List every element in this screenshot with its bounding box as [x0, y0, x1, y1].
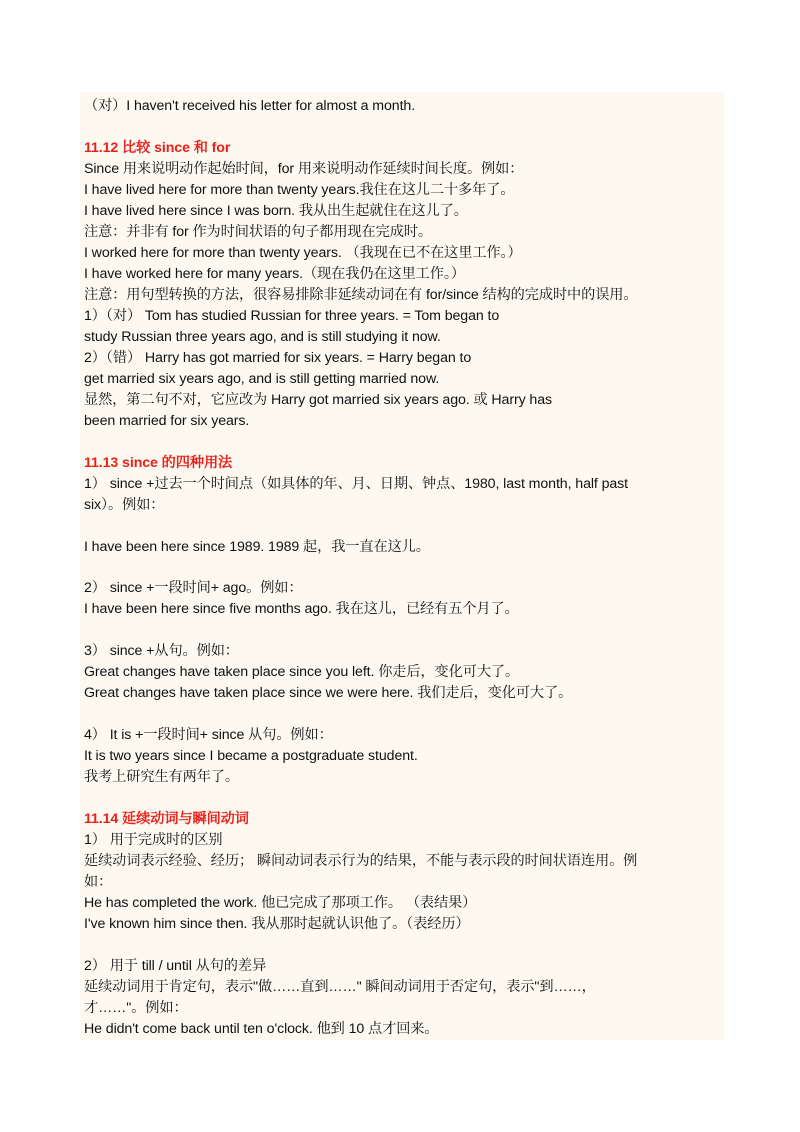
text-line: 1） 用于完成时的区别	[84, 832, 223, 848]
text-line: 注意：并非有 for 作为时间状语的句子都用现在完成时。	[84, 224, 432, 240]
text-line: 1） since +过去一个时间点（如具体的年、月、日期、钟点、1980, last month, half past	[84, 476, 629, 492]
text-line: Great changes have taken place since you left. 你走后，变化可大了。	[84, 664, 520, 680]
text-line: I have been here since five months ago. 我在这儿，已经有五个月了。	[84, 601, 519, 617]
text-line: 1）（对） Tom has studied Russian for three years. = Tom began to	[84, 308, 500, 324]
text-line: 2）（错） Harry has got married for six years. = Harry began to	[84, 350, 472, 366]
section-heading-11-14: 11.14 延续动词与瞬间动词	[84, 811, 249, 827]
text-line: 延续动词用于肯定句，表示"做……直到……" 瞬间动词用于否定句，表示"到……，	[84, 979, 596, 995]
section-heading-11-13: 11.13 since 的四种用法	[84, 455, 233, 471]
text-line: It is two years since I became a postgraduate student.	[84, 748, 418, 764]
text-line: I have been here since 1989. 1989 起，我一直在这儿。	[84, 539, 430, 555]
section-heading-11-12: 11.12 比较 since 和 for	[84, 140, 231, 156]
text-line: 显然，第二句不对，它应改为 Harry got married six years ago. 或 Harry has	[84, 392, 552, 408]
text-line: been married for six years.	[84, 413, 250, 429]
text-line: （对）I haven't received his letter for almost a month.	[84, 98, 416, 114]
text-line: He didn't come back until ten o'clock. 他到 10 点才回来。	[84, 1021, 439, 1037]
text-line: I have lived here since I was born. 我从出生起就住在这儿了。	[84, 203, 468, 219]
text-line: 4） It is +一段时间+ since 从句。例如：	[84, 727, 333, 743]
text-line: 如：	[84, 874, 113, 890]
text-line: I have lived here for more than twenty years.我住在这儿二十多年了。	[84, 182, 515, 198]
text-line: 3） since +从句。例如：	[84, 643, 239, 659]
text-line: 2） 用于 till / until 从句的差异	[84, 958, 267, 974]
text-line: 注意：用句型转换的方法，很容易排除非延续动词在有 for/since 结构的完成时中的误用。	[84, 287, 638, 303]
text-line: I worked here for more than twenty years. （我现在已不在这里工作。）	[84, 245, 522, 261]
text-line: study Russian three years ago, and is still studying it now.	[84, 329, 441, 345]
text-line: 2） since +一段时间+ ago。例如：	[84, 580, 303, 596]
text-line: get married six years ago, and is still getting married now.	[84, 371, 440, 387]
text-line: 延续动词表示经验、经历； 瞬间动词表示行为的结果，不能与表示段的时间状语连用。例	[84, 853, 638, 869]
text-line: He has completed the work. 他已完成了那项工作。 （表结果）	[84, 895, 477, 911]
text-line: I have worked here for many years.（现在我仍在这里工作。）	[84, 266, 465, 282]
text-line: Great changes have taken place since we were here. 我们走后，变化可大了。	[84, 685, 573, 701]
text-line: six）。例如：	[84, 497, 165, 513]
text-line: I've known him since then. 我从那时起就认识他了。（表经历）	[84, 916, 470, 932]
text-line: 才……"。例如：	[84, 1000, 188, 1016]
text-line: 我考上研究生有两年了。	[84, 769, 239, 785]
text-line: Since 用来说明动作起始时间，for 用来说明动作延续时间长度。例如：	[84, 161, 524, 177]
